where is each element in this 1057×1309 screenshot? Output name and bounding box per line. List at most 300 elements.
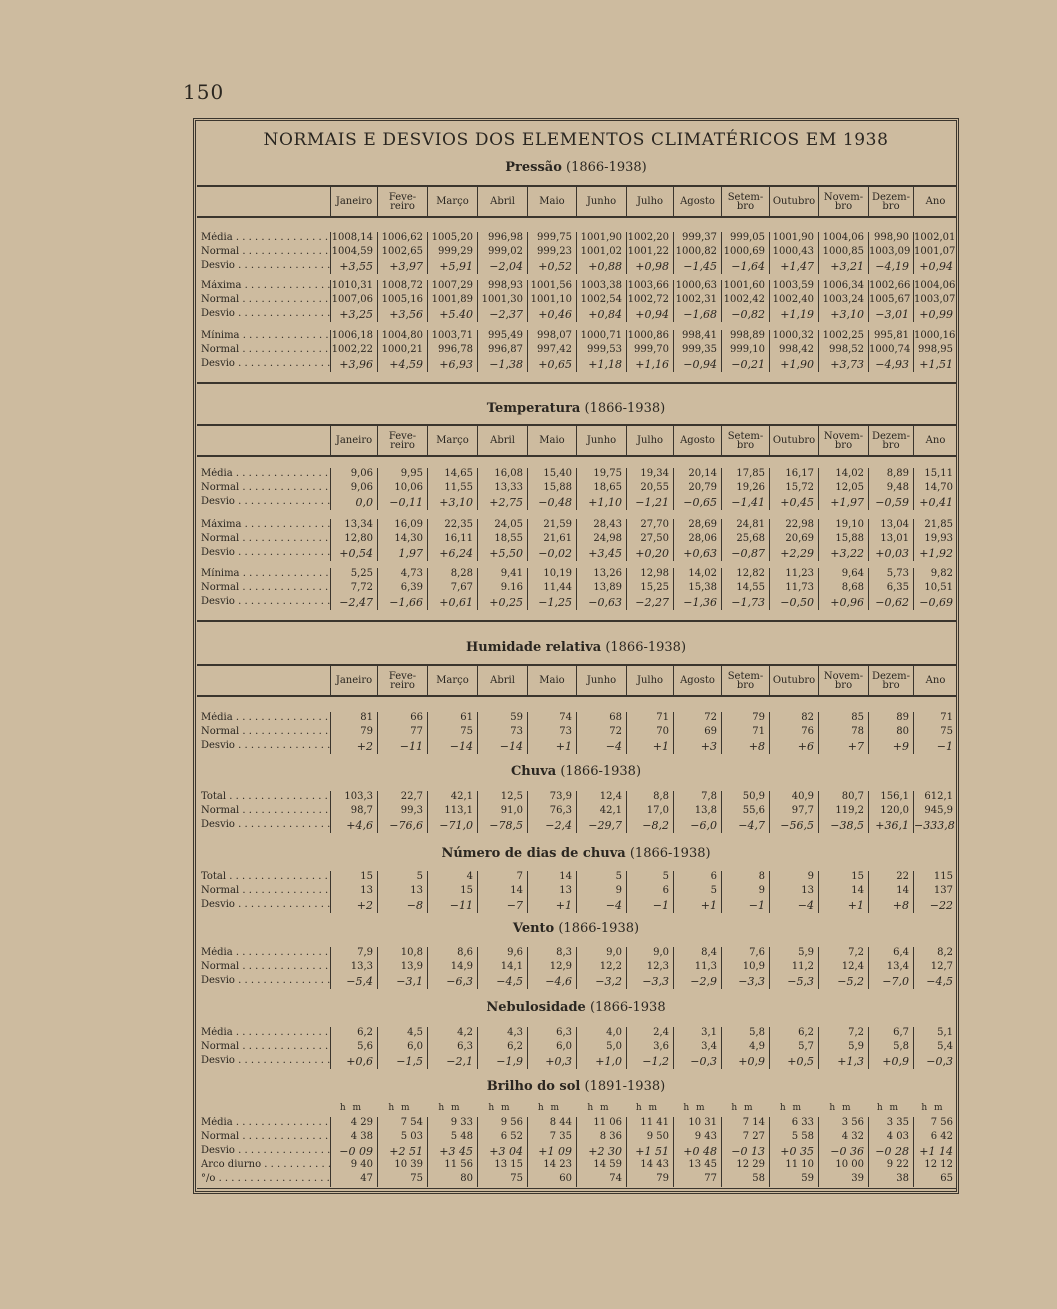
cell-value: −1,36 xyxy=(673,596,721,610)
cell-value: +0,94 xyxy=(626,308,673,322)
table-row xyxy=(197,468,957,482)
cell-value: 14 xyxy=(868,885,913,899)
column-header: Junho xyxy=(576,426,626,455)
cell-value: 19,10 xyxy=(818,519,868,533)
table-row xyxy=(197,805,957,819)
cell-value: +0,25 xyxy=(477,596,527,610)
separator-line xyxy=(197,620,957,622)
cell-value: 1001,07 xyxy=(913,246,957,260)
cell-value: +0 48 xyxy=(673,1145,721,1159)
column-header: Abril xyxy=(477,187,527,216)
row-label: Máxima . . . xyxy=(201,280,331,291)
section-title-period: (1866-1938) xyxy=(601,640,687,655)
cell-value: +4,6 xyxy=(330,819,377,833)
cell-value: +1,90 xyxy=(769,358,818,372)
cell-value: 7 56 xyxy=(913,1117,957,1131)
row-label: Desvio . . . xyxy=(201,819,331,830)
row-label: Normal . . . xyxy=(201,885,331,896)
cell-value: 27,50 xyxy=(626,533,673,547)
cell-value: 15,72 xyxy=(769,482,818,496)
cell-value: −5,4 xyxy=(330,975,377,989)
section-title-period: (1866-1938) xyxy=(556,764,642,779)
cell-value: 15,38 xyxy=(673,582,721,596)
cell-value: 1001,89 xyxy=(427,294,477,308)
cell-value: 10 00 xyxy=(818,1159,868,1173)
cell-value: −5,2 xyxy=(818,975,868,989)
cell-value: 7 14 xyxy=(721,1117,769,1131)
cell-value: 999,37 xyxy=(673,232,721,246)
cell-value: 13 15 xyxy=(477,1159,527,1173)
cell-value: 14,65 xyxy=(427,468,477,482)
cell-value: 8,8 xyxy=(626,791,673,805)
cell-value: 998,89 xyxy=(721,330,769,344)
cell-value: +1,10 xyxy=(576,496,626,510)
table-row xyxy=(197,975,957,989)
cell-value: +1 xyxy=(527,740,576,754)
cell-value: 5,73 xyxy=(868,568,913,582)
cell-value: 20,14 xyxy=(673,468,721,482)
cell-value: 10,51 xyxy=(913,582,957,596)
cell-value: +3,97 xyxy=(377,260,427,274)
cell-value: 20,55 xyxy=(626,482,673,496)
cell-value: 1003,24 xyxy=(818,294,868,308)
cell-value: 945,9 xyxy=(913,805,957,819)
cell-value: 9,64 xyxy=(818,568,868,582)
cell-value: −1,68 xyxy=(673,308,721,322)
cell-value: +0,54 xyxy=(330,547,377,561)
cell-value: 1002,65 xyxy=(377,246,427,260)
cell-value: 70 xyxy=(626,726,673,740)
cell-value: +1 xyxy=(818,899,868,913)
cell-value: −1 xyxy=(626,899,673,913)
cell-value: 99,3 xyxy=(377,805,427,819)
cell-value: 7,8 xyxy=(673,791,721,805)
cell-value: 120,0 xyxy=(868,805,913,819)
row-label: Normal . . . xyxy=(201,344,331,355)
cell-value: 22,98 xyxy=(769,519,818,533)
cell-value: 13 45 xyxy=(673,1159,721,1173)
column-header: Novem- bro xyxy=(818,666,868,695)
cell-value: −4,5 xyxy=(477,975,527,989)
cell-value: 14 xyxy=(477,885,527,899)
cell-value: 998,52 xyxy=(818,344,868,358)
cell-value: 72 xyxy=(673,712,721,726)
cell-value: 73 xyxy=(527,726,576,740)
cell-value: 24,05 xyxy=(477,519,527,533)
cell-value: +6 xyxy=(769,740,818,754)
cell-value: 79 xyxy=(626,1173,673,1187)
cell-value: −0,3 xyxy=(673,1055,721,1069)
column-header: Outubro xyxy=(769,666,818,695)
table-row xyxy=(197,582,957,596)
unit-label: h m xyxy=(388,1103,412,1113)
row-label: Desvio . . . xyxy=(201,899,331,910)
column-header: Ano xyxy=(913,426,957,455)
cell-value: −11 xyxy=(427,899,477,913)
cell-value: +0,20 xyxy=(626,547,673,561)
cell-value: 1001,10 xyxy=(527,294,576,308)
table-row xyxy=(197,1159,957,1173)
cell-value: +0,03 xyxy=(868,547,913,561)
section-title-vento xyxy=(193,921,959,936)
cell-value: 8,4 xyxy=(673,947,721,961)
cell-value: −3,3 xyxy=(626,975,673,989)
unit-label: h m xyxy=(683,1103,707,1113)
cell-value: +1,47 xyxy=(769,260,818,274)
table-row xyxy=(197,246,957,260)
cell-value: +1,3 xyxy=(818,1055,868,1069)
cell-value: 1003,66 xyxy=(626,280,673,294)
cell-value: 75 xyxy=(477,1173,527,1187)
row-label: Mínima . . . xyxy=(201,330,331,341)
column-header-row xyxy=(197,424,957,457)
cell-value: −1,25 xyxy=(527,596,576,610)
column-header: Maio xyxy=(527,666,576,695)
cell-value: +0,46 xyxy=(527,308,576,322)
cell-value: −1,2 xyxy=(626,1055,673,1069)
cell-value: 79 xyxy=(330,726,377,740)
row-label: Arco diurno . . . xyxy=(201,1159,331,1170)
cell-value: +1,18 xyxy=(576,358,626,372)
cell-value: 3,1 xyxy=(673,1027,721,1041)
cell-value: 156,1 xyxy=(868,791,913,805)
cell-value: −22 xyxy=(913,899,957,913)
cell-value: 12,05 xyxy=(818,482,868,496)
cell-value: 75 xyxy=(427,726,477,740)
cell-value: 1002,25 xyxy=(818,330,868,344)
table-row xyxy=(197,308,957,322)
row-label: Média . . . xyxy=(201,712,331,723)
unit-label: h m xyxy=(339,1103,364,1113)
cell-value: −4,93 xyxy=(868,358,913,372)
cell-value: 15 xyxy=(330,871,377,885)
cell-value: 1001,90 xyxy=(769,232,818,246)
cell-value: 14 23 xyxy=(527,1159,576,1173)
cell-value: +0,3 xyxy=(527,1055,576,1069)
cell-value: 7 xyxy=(477,871,527,885)
column-header: Feve- reiro xyxy=(377,666,427,695)
cell-value: +2 xyxy=(330,899,377,913)
row-label: Média . . . xyxy=(201,947,331,958)
column-header: Novem- bro xyxy=(818,426,868,455)
cell-value: +0,5 xyxy=(769,1055,818,1069)
cell-value: +1,16 xyxy=(626,358,673,372)
cell-value: 1,97 xyxy=(377,547,427,561)
cell-value: +0 35 xyxy=(769,1145,818,1159)
column-header: Ano xyxy=(913,666,957,695)
cell-value: 9,0 xyxy=(576,947,626,961)
cell-value: 20,69 xyxy=(769,533,818,547)
cell-value: 42,1 xyxy=(576,805,626,819)
cell-value: 11 06 xyxy=(576,1117,626,1131)
row-label: Normal . . . xyxy=(201,1041,331,1052)
cell-value: −6,3 xyxy=(427,975,477,989)
cell-value: 999,75 xyxy=(527,232,576,246)
cell-value: 5 58 xyxy=(769,1131,818,1145)
cell-value: 1003,38 xyxy=(576,280,626,294)
cell-value: 115 xyxy=(913,871,957,885)
column-header: Março xyxy=(427,666,477,695)
cell-value: 4 03 xyxy=(868,1131,913,1145)
cell-value: 12 12 xyxy=(913,1159,957,1173)
cell-value: +2 xyxy=(330,740,377,754)
row-label: Desvio . . . xyxy=(201,1055,331,1066)
cell-value: 998,41 xyxy=(673,330,721,344)
cell-value: −0 09 xyxy=(330,1145,377,1159)
cell-value: +0,9 xyxy=(721,1055,769,1069)
cell-value: 998,93 xyxy=(477,280,527,294)
cell-value: 28,69 xyxy=(673,519,721,533)
column-header-row xyxy=(197,185,957,218)
cell-value: 1000,86 xyxy=(626,330,673,344)
table-row xyxy=(197,330,957,344)
cell-value: 28,06 xyxy=(673,533,721,547)
cell-value: +5,91 xyxy=(427,260,477,274)
table-row xyxy=(197,947,957,961)
cell-value: 7,72 xyxy=(330,582,377,596)
column-header: Abril xyxy=(477,426,527,455)
column-header: Agosto xyxy=(673,666,721,695)
cell-value: 14,02 xyxy=(818,468,868,482)
cell-value: 996,78 xyxy=(427,344,477,358)
cell-value: +2,75 xyxy=(477,496,527,510)
cell-value: 5,8 xyxy=(721,1027,769,1041)
cell-value: 11 10 xyxy=(769,1159,818,1173)
section-title-bold: Nebulosidade xyxy=(486,1000,586,1015)
cell-value: 12,4 xyxy=(576,791,626,805)
cell-value: 1000,71 xyxy=(576,330,626,344)
cell-value: 4 38 xyxy=(330,1131,377,1145)
table-row xyxy=(197,899,957,913)
cell-value: 16,11 xyxy=(427,533,477,547)
cell-value: 6,3 xyxy=(527,1027,576,1041)
column-header: Novem- bro xyxy=(818,187,868,216)
cell-value: 19,26 xyxy=(721,482,769,496)
cell-value: 73 xyxy=(477,726,527,740)
cell-value: 4,73 xyxy=(377,568,427,582)
cell-value: −8,2 xyxy=(626,819,673,833)
cell-value: 6,3 xyxy=(427,1041,477,1055)
cell-value: +3,56 xyxy=(377,308,427,322)
row-label: Média . . . xyxy=(201,468,331,479)
row-label: Normal . . . xyxy=(201,726,331,737)
cell-value: 1000,32 xyxy=(769,330,818,344)
cell-value: 12,82 xyxy=(721,568,769,582)
column-header: Setem- bro xyxy=(721,187,769,216)
cell-value: 8 44 xyxy=(527,1117,576,1131)
cell-value: 13,26 xyxy=(576,568,626,582)
cell-value: 1007,29 xyxy=(427,280,477,294)
table-row xyxy=(197,496,957,510)
cell-value: 5,9 xyxy=(818,1041,868,1055)
cell-value: +1 xyxy=(527,899,576,913)
cell-value: 71 xyxy=(626,712,673,726)
cell-value: +0,65 xyxy=(527,358,576,372)
cell-value: 14,1 xyxy=(477,961,527,975)
cell-value: −0,63 xyxy=(576,596,626,610)
cell-value: +1 51 xyxy=(626,1145,673,1159)
table-row xyxy=(197,871,957,885)
cell-value: −3,1 xyxy=(377,975,427,989)
cell-value: 4 29 xyxy=(330,1117,377,1131)
cell-value: 11,3 xyxy=(673,961,721,975)
column-header: Maio xyxy=(527,426,576,455)
cell-value: 9,06 xyxy=(330,468,377,482)
cell-value: 5,8 xyxy=(868,1041,913,1055)
cell-value: +6,24 xyxy=(427,547,477,561)
cell-value: 998,42 xyxy=(769,344,818,358)
cell-value: 1005,20 xyxy=(427,232,477,246)
column-header: Dezem- bro xyxy=(868,666,913,695)
cell-value: 14,02 xyxy=(673,568,721,582)
cell-value: 18,65 xyxy=(576,482,626,496)
cell-value: 13,9 xyxy=(377,961,427,975)
cell-value: −4,19 xyxy=(868,260,913,274)
cell-value: −2,04 xyxy=(477,260,527,274)
cell-value: 39 xyxy=(818,1173,868,1187)
cell-value: 40,9 xyxy=(769,791,818,805)
cell-value: 13 xyxy=(769,885,818,899)
cell-value: 7,2 xyxy=(818,947,868,961)
unit-label: h m xyxy=(829,1103,853,1113)
cell-value: 9,48 xyxy=(868,482,913,496)
cell-value: −0,48 xyxy=(527,496,576,510)
cell-value: −1,64 xyxy=(721,260,769,274)
cell-value: 1002,72 xyxy=(626,294,673,308)
cell-value: 8,68 xyxy=(818,582,868,596)
cell-value: 12,5 xyxy=(477,791,527,805)
row-label: Normal . . . xyxy=(201,961,331,972)
cell-value: +0,88 xyxy=(576,260,626,274)
row-label: Desvio . . . xyxy=(201,975,331,986)
cell-value: 10,9 xyxy=(721,961,769,975)
cell-value: 13,01 xyxy=(868,533,913,547)
cell-value: 15,88 xyxy=(527,482,576,496)
cell-value: 11,2 xyxy=(769,961,818,975)
cell-value: 13 xyxy=(377,885,427,899)
unit-label: h m xyxy=(587,1103,611,1113)
cell-value: +1,0 xyxy=(576,1055,626,1069)
cell-value: 9 xyxy=(721,885,769,899)
cell-value: 7 35 xyxy=(527,1131,576,1145)
cell-value: 12,2 xyxy=(576,961,626,975)
cell-value: −2,1 xyxy=(427,1055,477,1069)
cell-value: 59 xyxy=(477,712,527,726)
unit-label: h m xyxy=(438,1103,462,1113)
cell-value: 12,7 xyxy=(913,961,957,975)
cell-value: 998,07 xyxy=(527,330,576,344)
cell-value: 1001,60 xyxy=(721,280,769,294)
cell-value: +0,52 xyxy=(527,260,576,274)
cell-value: 16,08 xyxy=(477,468,527,482)
cell-value: 18,55 xyxy=(477,533,527,547)
column-header: Junho xyxy=(576,666,626,695)
cell-value: 10,8 xyxy=(377,947,427,961)
cell-value: −4,7 xyxy=(721,819,769,833)
row-label: Desvio . . . xyxy=(201,260,331,271)
cell-value: 27,70 xyxy=(626,519,673,533)
section-title-dias_chuva xyxy=(193,846,959,861)
cell-value: 8,2 xyxy=(913,947,957,961)
cell-value: +1,19 xyxy=(769,308,818,322)
cell-value: −0,82 xyxy=(721,308,769,322)
cell-value: +0,6 xyxy=(330,1055,377,1069)
cell-value: −1 xyxy=(913,740,957,754)
row-label: Normal . . . xyxy=(201,294,331,305)
cell-value: 1002,40 xyxy=(769,294,818,308)
cell-value: 1000,85 xyxy=(818,246,868,260)
table-row xyxy=(197,740,957,754)
row-label: Normal . . . xyxy=(201,482,331,493)
unit-label: h m xyxy=(537,1103,562,1113)
cell-value: 999,70 xyxy=(626,344,673,358)
cell-value: 999,53 xyxy=(576,344,626,358)
cell-value: 2,4 xyxy=(626,1027,673,1041)
cell-value: 14 xyxy=(818,885,868,899)
column-header: Agosto xyxy=(673,426,721,455)
cell-value: +1 xyxy=(673,899,721,913)
cell-value: 11 41 xyxy=(626,1117,673,1131)
cell-value: 1002,42 xyxy=(721,294,769,308)
section-title-bold: Pressão xyxy=(505,160,562,175)
cell-value: 59 xyxy=(769,1173,818,1187)
row-label: °/o . . . xyxy=(201,1173,331,1184)
page-number: 150 xyxy=(183,80,225,104)
cell-value: 1004,06 xyxy=(818,232,868,246)
cell-value: −8 xyxy=(377,899,427,913)
cell-value: 12,80 xyxy=(330,533,377,547)
cell-value: +2 51 xyxy=(377,1145,427,1159)
cell-value: 7,9 xyxy=(330,947,377,961)
cell-value: 9 56 xyxy=(477,1117,527,1131)
cell-value: 22 xyxy=(868,871,913,885)
cell-value: +0,94 xyxy=(913,260,957,274)
section-title-bold: Chuva xyxy=(510,764,557,779)
cell-value: 14,55 xyxy=(721,582,769,596)
cell-value: 15,11 xyxy=(913,468,957,482)
cell-value: 72 xyxy=(576,726,626,740)
cell-value: 12,4 xyxy=(818,961,868,975)
cell-value: +3,45 xyxy=(576,547,626,561)
cell-value: 9 xyxy=(769,871,818,885)
row-label: Média . . . xyxy=(201,232,331,243)
cell-value: +3,25 xyxy=(330,308,377,322)
cell-value: −29,7 xyxy=(576,819,626,833)
row-label: Normal . . . xyxy=(201,805,331,816)
cell-value: 995,49 xyxy=(477,330,527,344)
cell-value: 137 xyxy=(913,885,957,899)
cell-value: −1 xyxy=(721,899,769,913)
cell-value: 3 56 xyxy=(818,1117,868,1131)
cell-value: 6,2 xyxy=(330,1027,377,1041)
cell-value: 14 xyxy=(527,871,576,885)
cell-value: 4 xyxy=(427,871,477,885)
cell-value: 113,1 xyxy=(427,805,477,819)
row-label: Normal . . . xyxy=(201,246,331,257)
cell-value: 12 29 xyxy=(721,1159,769,1173)
cell-value: 16,17 xyxy=(769,468,818,482)
cell-value: 1002,54 xyxy=(576,294,626,308)
cell-value: +1,97 xyxy=(818,496,868,510)
cell-value: 13 xyxy=(527,885,576,899)
cell-value: 1004,06 xyxy=(913,280,957,294)
cell-value: 1002,31 xyxy=(673,294,721,308)
section-title-period: (1866-1938) xyxy=(625,846,711,861)
row-label: Total . . . xyxy=(201,871,331,882)
cell-value: 11 56 xyxy=(427,1159,477,1173)
cell-value: −0,11 xyxy=(377,496,427,510)
column-header: Março xyxy=(427,187,477,216)
